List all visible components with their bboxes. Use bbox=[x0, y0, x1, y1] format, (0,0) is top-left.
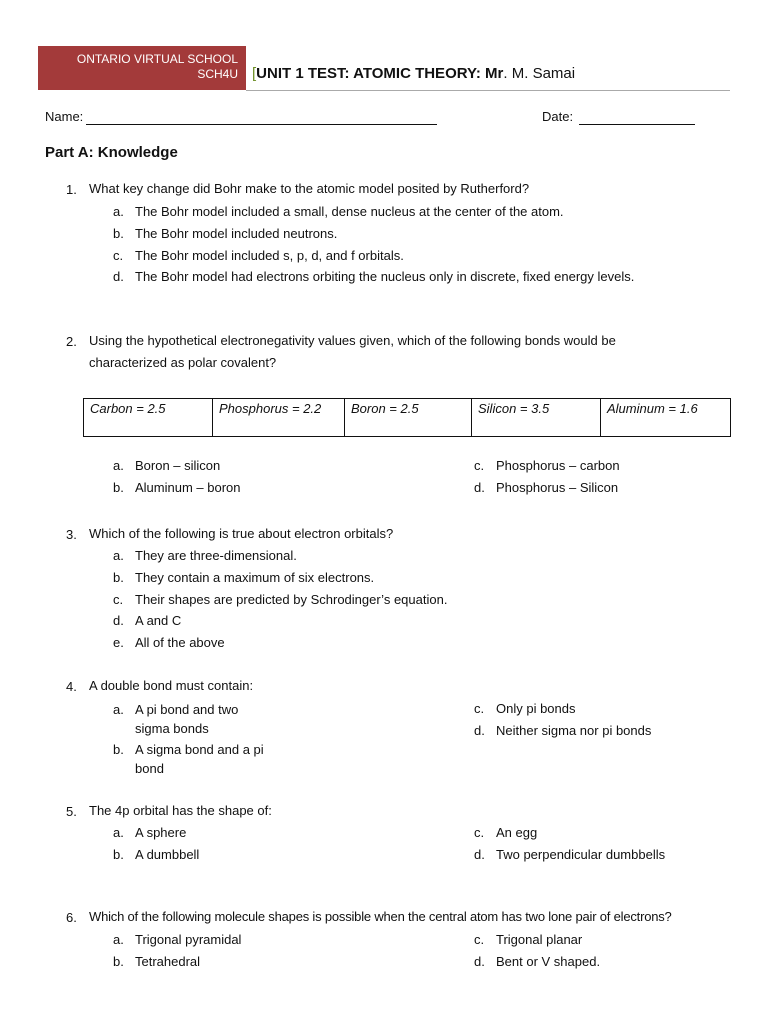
question-6 bbox=[66, 906, 736, 976]
question-1 bbox=[66, 178, 736, 288]
option-d[interactable]: d. Phosphorus – Silicon bbox=[474, 480, 619, 495]
option-b[interactable]: b. A dumbbell bbox=[113, 847, 200, 862]
option-a[interactable]: a. A pi bond and two sigma bonds bbox=[113, 702, 239, 736]
question-5 bbox=[66, 800, 736, 870]
question-text-line2: characterized as polar covalent? bbox=[89, 355, 277, 370]
date-field[interactable] bbox=[579, 110, 695, 125]
section-heading: Part A: Knowledge bbox=[45, 144, 178, 161]
option-c[interactable]: c. An egg bbox=[474, 825, 538, 840]
option-c[interactable]: c. Trigonal planar bbox=[474, 932, 583, 947]
option-a[interactable]: a. Trigonal pyramidal bbox=[113, 932, 242, 947]
question-3 bbox=[66, 523, 736, 653]
option-c[interactable]: c. Their shapes are predicted by Schrodinger’s equation. bbox=[113, 592, 448, 607]
question-2-options bbox=[66, 456, 736, 506]
name-label: Name: bbox=[45, 109, 84, 124]
option-d[interactable]: d. Two perpendicular dumbbells bbox=[474, 847, 666, 862]
option-c[interactable]: c. The Bohr model included s, p, d, and f orbitals. bbox=[113, 248, 404, 263]
option-a[interactable]: a. They are three-dimensional. bbox=[113, 548, 297, 563]
option-a[interactable]: a. Boron – silicon bbox=[113, 458, 221, 473]
school-banner bbox=[38, 46, 246, 90]
title-bold: UNIT 1 TEST: ATOMIC THEORY: Mr bbox=[256, 65, 504, 82]
option-a[interactable]: a. A sphere bbox=[113, 825, 187, 840]
table-cell: Carbon = 2.5 bbox=[84, 399, 213, 437]
question-text: A double bond must contain: bbox=[89, 678, 254, 693]
option-b[interactable]: b. A sigma bond and a pi bond bbox=[113, 742, 264, 776]
option-c[interactable]: c. Only pi bonds bbox=[474, 701, 576, 716]
question-2 bbox=[66, 330, 736, 380]
option-d[interactable]: d. A and C bbox=[113, 613, 182, 628]
option-b[interactable]: b. Tetrahedral bbox=[113, 954, 201, 969]
option-b[interactable]: b. They contain a maximum of six electrons. bbox=[113, 570, 375, 585]
date-label: Date: bbox=[542, 109, 574, 124]
question-text: What key change did Bohr make to the atomic model posited by Rutherford? bbox=[89, 181, 530, 196]
title-teacher: . M. Samai bbox=[503, 65, 576, 82]
question-number: 3. bbox=[66, 527, 77, 542]
option-b[interactable]: b. The Bohr model included neutrons. bbox=[113, 226, 338, 241]
option-d[interactable]: d. The Bohr model had electrons orbiting the nucleus only in discrete, fixed energy levels. bbox=[113, 269, 635, 284]
table-cell: Boron = 2.5 bbox=[345, 399, 472, 437]
question-number: 1. bbox=[66, 182, 77, 197]
option-b[interactable]: b. Aluminum – boron bbox=[113, 480, 241, 495]
electronegativity-table bbox=[83, 398, 731, 437]
question-4 bbox=[66, 675, 736, 780]
option-c[interactable]: c. Phosphorus – carbon bbox=[474, 458, 620, 473]
question-number: 2. bbox=[66, 334, 77, 349]
question-text: The 4p orbital has the shape of: bbox=[89, 803, 272, 818]
option-a[interactable]: a. The Bohr model included a small, dense nucleus at the center of the atom. bbox=[113, 204, 564, 219]
header-rule bbox=[246, 90, 730, 91]
name-field[interactable] bbox=[86, 110, 437, 125]
question-text: Which of the following is true about electron orbitals? bbox=[89, 526, 394, 541]
option-d[interactable]: d. Neither sigma nor pi bonds bbox=[474, 723, 652, 738]
table-cell: Aluminum = 1.6 bbox=[601, 399, 731, 437]
title-bracket: [ bbox=[252, 65, 257, 82]
table-cell: Phosphorus = 2.2 bbox=[213, 399, 345, 437]
question-number: 4. bbox=[66, 679, 77, 694]
table-cell: Silicon = 3.5 bbox=[472, 399, 601, 437]
course-code: SCH4U bbox=[197, 67, 238, 81]
question-text-line1: Using the hypothetical electronegativity values given, which of the following bonds would be bbox=[89, 333, 616, 348]
option-e[interactable]: e. All of the above bbox=[113, 635, 225, 650]
question-number: 6. bbox=[66, 910, 77, 925]
question-text: Which of the following molecule shapes is possible when the central atom has two lone pair of electrons? bbox=[89, 909, 672, 924]
question-number: 5. bbox=[66, 804, 77, 819]
option-d[interactable]: d. Bent or V shaped. bbox=[474, 954, 601, 969]
test-title bbox=[252, 65, 575, 82]
school-name: ONTARIO VIRTUAL SCHOOL bbox=[76, 52, 238, 66]
